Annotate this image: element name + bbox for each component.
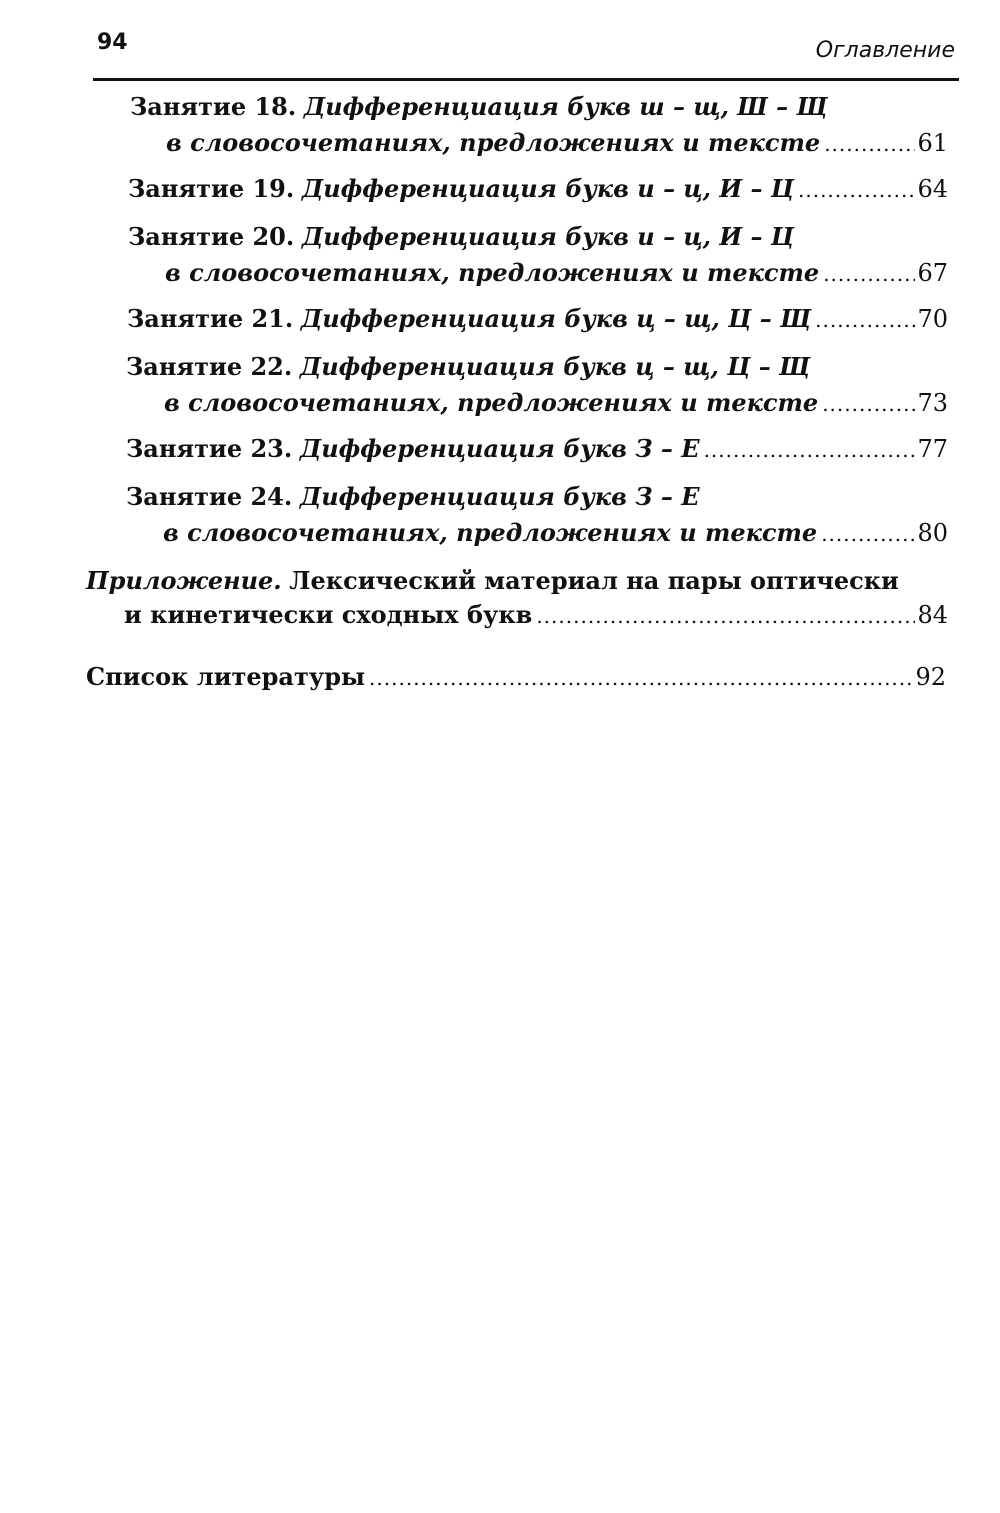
running-header: Оглавление [815,38,955,63]
dot-leader [704,438,916,462]
toc-entry-prefix: Занятие 19. [128,174,295,203]
toc-entry-19[interactable] [128,174,948,208]
toc-entry-prefix: Занятие 21. [127,304,294,333]
toc-entry-continuation: и кинетически сходных букв [124,600,533,629]
toc-entry-23[interactable] [126,434,948,468]
toc-entry-title: Дифференциация букв ш – щ, Ш – Щ [303,92,828,121]
dot-leader [815,308,915,332]
toc-entry-prefix: Занятие 18. [130,92,297,121]
toc-page-number: 64 [917,175,948,203]
toc-page-number: 67 [917,259,948,287]
toc-page-number: 84 [917,601,948,629]
toc-entry-title: Дифференциация букв З – Е [299,482,700,511]
toc-page-number: 73 [917,389,948,417]
toc-entry-20[interactable] [128,222,948,256]
header-rule [93,78,959,81]
toc-entry-title: Дифференциация букв ц – щ, Ц – Щ [300,304,812,333]
toc-page-number: 92 [915,663,946,691]
toc-entry-22[interactable] [126,352,948,386]
toc-entry-title: Дифференциация букв и – ц, И – Ц [301,222,794,251]
toc-entry-prefix: Занятие 20. [128,222,295,251]
toc-entry-continuation: в словосочетаниях, предложениях и тексте [163,518,818,547]
toc-page-number: 61 [917,129,948,157]
dot-leader [824,132,915,156]
toc-entry-appendix-cont[interactable] [124,600,948,634]
toc-entry-21[interactable] [127,304,948,338]
dot-leader [823,262,915,286]
toc-page-number: 80 [917,519,948,547]
dot-leader [798,178,915,202]
toc-page-number: 77 [917,435,948,463]
toc-entry-prefix: Занятие 23. [126,434,293,463]
toc-entry-continuation: в словосочетаниях, предложениях и тексте [166,128,821,157]
dot-leader [369,666,913,690]
toc-entry-literature[interactable] [86,662,946,696]
toc-entry-title: Дифференциация букв и – ц, И – Ц [301,174,794,203]
toc-entry-24-cont[interactable] [163,518,948,552]
toc-entry-continuation: в словосочетаниях, предложениях и тексте [164,388,819,417]
toc-entry-title: Дифференциация букв З – Е [299,434,700,463]
toc-entry-prefix: Занятие 24. [126,482,293,511]
toc-entry-22-cont[interactable] [164,388,948,422]
toc-entry-20-cont[interactable] [165,258,948,292]
toc-entry-prefix: Приложение. [86,566,282,595]
toc-entry-24[interactable] [126,482,948,516]
toc-entry-18-cont[interactable] [166,128,948,162]
page-number: 94 [97,30,128,55]
dot-leader [822,392,915,416]
toc-entry-appendix[interactable] [86,566,948,600]
toc-entry-title: Лексический материал на пары оптически [289,566,899,595]
toc-entry-prefix: Занятие 22. [126,352,293,381]
dot-leader [536,604,915,628]
toc-entry-title: Дифференциация букв ц – щ, Ц – Щ [299,352,811,381]
toc-entry-18[interactable] [130,92,948,126]
toc-page-number: 70 [917,305,948,333]
toc-entry-continuation: в словосочетаниях, предложениях и тексте [165,258,820,287]
dot-leader [821,522,915,546]
toc-entry-title: Список литературы [86,662,366,691]
